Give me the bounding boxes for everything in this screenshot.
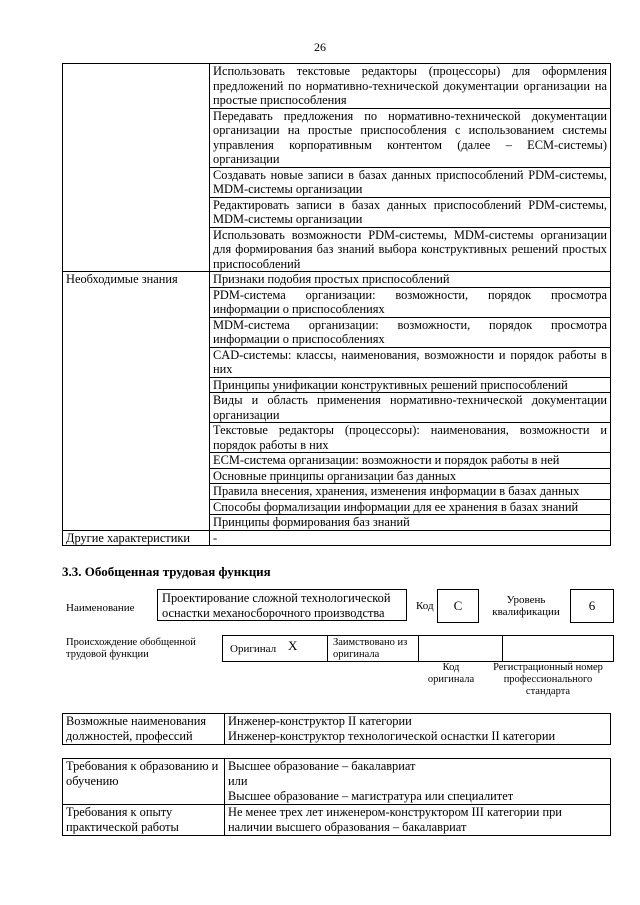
positions-values	[225, 714, 611, 745]
table-row	[63, 227, 611, 272]
row-label	[63, 468, 210, 484]
table-row	[63, 423, 611, 453]
row-label	[63, 347, 210, 377]
row-label	[63, 377, 210, 393]
row-label	[63, 108, 210, 167]
skills-knowledge-table	[62, 63, 611, 546]
education-label: Требования к образованию и обучению	[63, 759, 225, 805]
row-label	[63, 423, 210, 453]
table-row	[63, 484, 611, 500]
row-text: Использовать текстовые редакторы (процессоры) для оформления предложений по нормативно-технической документации организации на простые приспособления	[210, 64, 611, 109]
table-row	[63, 530, 611, 546]
row-label	[63, 484, 210, 500]
code-label: Код	[416, 600, 434, 612]
row-text: Способы формализации информации для ее хранения в базах знаний	[210, 499, 611, 515]
registration-caption: Регистрационный номер профессионального стандарта	[493, 662, 603, 697]
table-row	[63, 108, 611, 167]
table-row	[63, 197, 611, 227]
row-label	[63, 515, 210, 531]
row-text: Признаки подобия простых приспособлений	[210, 272, 611, 288]
row-text: Создавать новые записи в базах данных приспособлений PDM-системы, MDM-системы организации	[210, 167, 611, 197]
original-mark: X	[288, 638, 298, 653]
table-row	[63, 287, 611, 317]
name-label: Наименование	[66, 602, 135, 614]
row-text: CAD-системы: классы, наименования, возможности и порядок работы в них	[210, 347, 611, 377]
table-row	[63, 499, 611, 515]
table-row	[63, 272, 611, 288]
row-label	[63, 499, 210, 515]
row-text: MDM-система организации: возможности, порядок просмотра информации о приспособлениях	[210, 317, 611, 347]
row-text: Редактировать записи в базах данных приспособлений PDM-системы, MDM-системы организации	[210, 197, 611, 227]
row-text: PDM-система организации: возможности, порядок просмотра информации о приспособлениях	[210, 287, 611, 317]
table-row	[63, 377, 611, 393]
experience-item: Не менее трех лет инженером-конструктором III категории при наличии высшего образования – бакалавриат	[228, 805, 562, 834]
row-text: Правила внесения, хранения, изменения информации в базах данных	[210, 484, 611, 500]
row-text: Принципы формирования баз знаний	[210, 515, 611, 531]
positions-table	[62, 713, 611, 745]
level-value: 6	[570, 589, 614, 623]
row-text: Виды и область применения нормативно-технической документации организации	[210, 393, 611, 423]
row-label	[63, 197, 210, 227]
borrowed-label: Заимствовано из оригинала	[333, 637, 408, 660]
row-text: Основные принципы организации баз данных	[210, 468, 611, 484]
level-label: Уровень квалификации	[492, 594, 560, 618]
education-item: Высшее образование – магистратура или специалитет	[228, 789, 514, 803]
table-row	[63, 167, 611, 197]
row-text: ECM-система организации: возможности и порядок работы в ней	[210, 453, 611, 469]
function-name-box	[157, 589, 407, 621]
row-label	[63, 393, 210, 423]
origin-divider	[327, 635, 328, 661]
table-row	[63, 317, 611, 347]
code-value: C	[437, 589, 479, 623]
row-label	[63, 317, 210, 347]
origin-divider-3	[502, 635, 503, 661]
row-label: Необходимые знания	[63, 272, 210, 288]
function-name: Проектирование сложной технологической оснастки механосборочного производства	[162, 591, 391, 620]
row-label	[63, 167, 210, 197]
education-item: Высшее образование – бакалавриат	[228, 759, 416, 773]
row-label: Другие характеристики	[63, 530, 210, 546]
education-item: или	[228, 774, 248, 788]
row-text: Передавать предложения по нормативно-технической документации организации на простые приспособления с использованием системы управления корпоративным контентом (далее – ECM-системы) организации	[210, 108, 611, 167]
row-label	[63, 227, 210, 272]
row-text: Текстовые редакторы (процессоры): наименования, возможности и порядок работы в них	[210, 423, 611, 453]
experience-label: Требования к опыту практической работы	[63, 805, 225, 836]
origin-label: Происхождение обобщенной трудовой функции	[66, 637, 196, 660]
position-item: Инженер-конструктор технологической оснастки II категории	[228, 729, 556, 743]
code-caption: Код оригинала	[427, 662, 475, 685]
row-label	[63, 287, 210, 317]
positions-label: Возможные наименования должностей, профессий	[63, 714, 225, 745]
experience-values	[225, 805, 611, 836]
table-row	[63, 453, 611, 469]
table-row	[63, 64, 611, 109]
education-values	[225, 759, 611, 805]
table-row	[63, 515, 611, 531]
requirements-table	[62, 758, 611, 836]
table-row	[63, 393, 611, 423]
page-number: 26	[314, 40, 326, 54]
original-label: Оригинал	[230, 643, 277, 655]
origin-divider-2	[418, 635, 419, 661]
row-text: Принципы унификации конструктивных решений приспособлений	[210, 377, 611, 393]
table-row	[63, 347, 611, 377]
row-label	[63, 64, 210, 109]
position-item: Инженер-конструктор II категории	[228, 714, 412, 728]
row-text: -	[210, 530, 611, 546]
table-row	[63, 468, 611, 484]
row-text: Использовать возможности PDM-системы, MDM-системы организации для формирования баз знаний выбора конструктивных решений простых приспособлений	[210, 227, 611, 272]
section-title: 3.3. Обобщенная трудовая функция	[62, 564, 271, 579]
row-label	[63, 453, 210, 469]
